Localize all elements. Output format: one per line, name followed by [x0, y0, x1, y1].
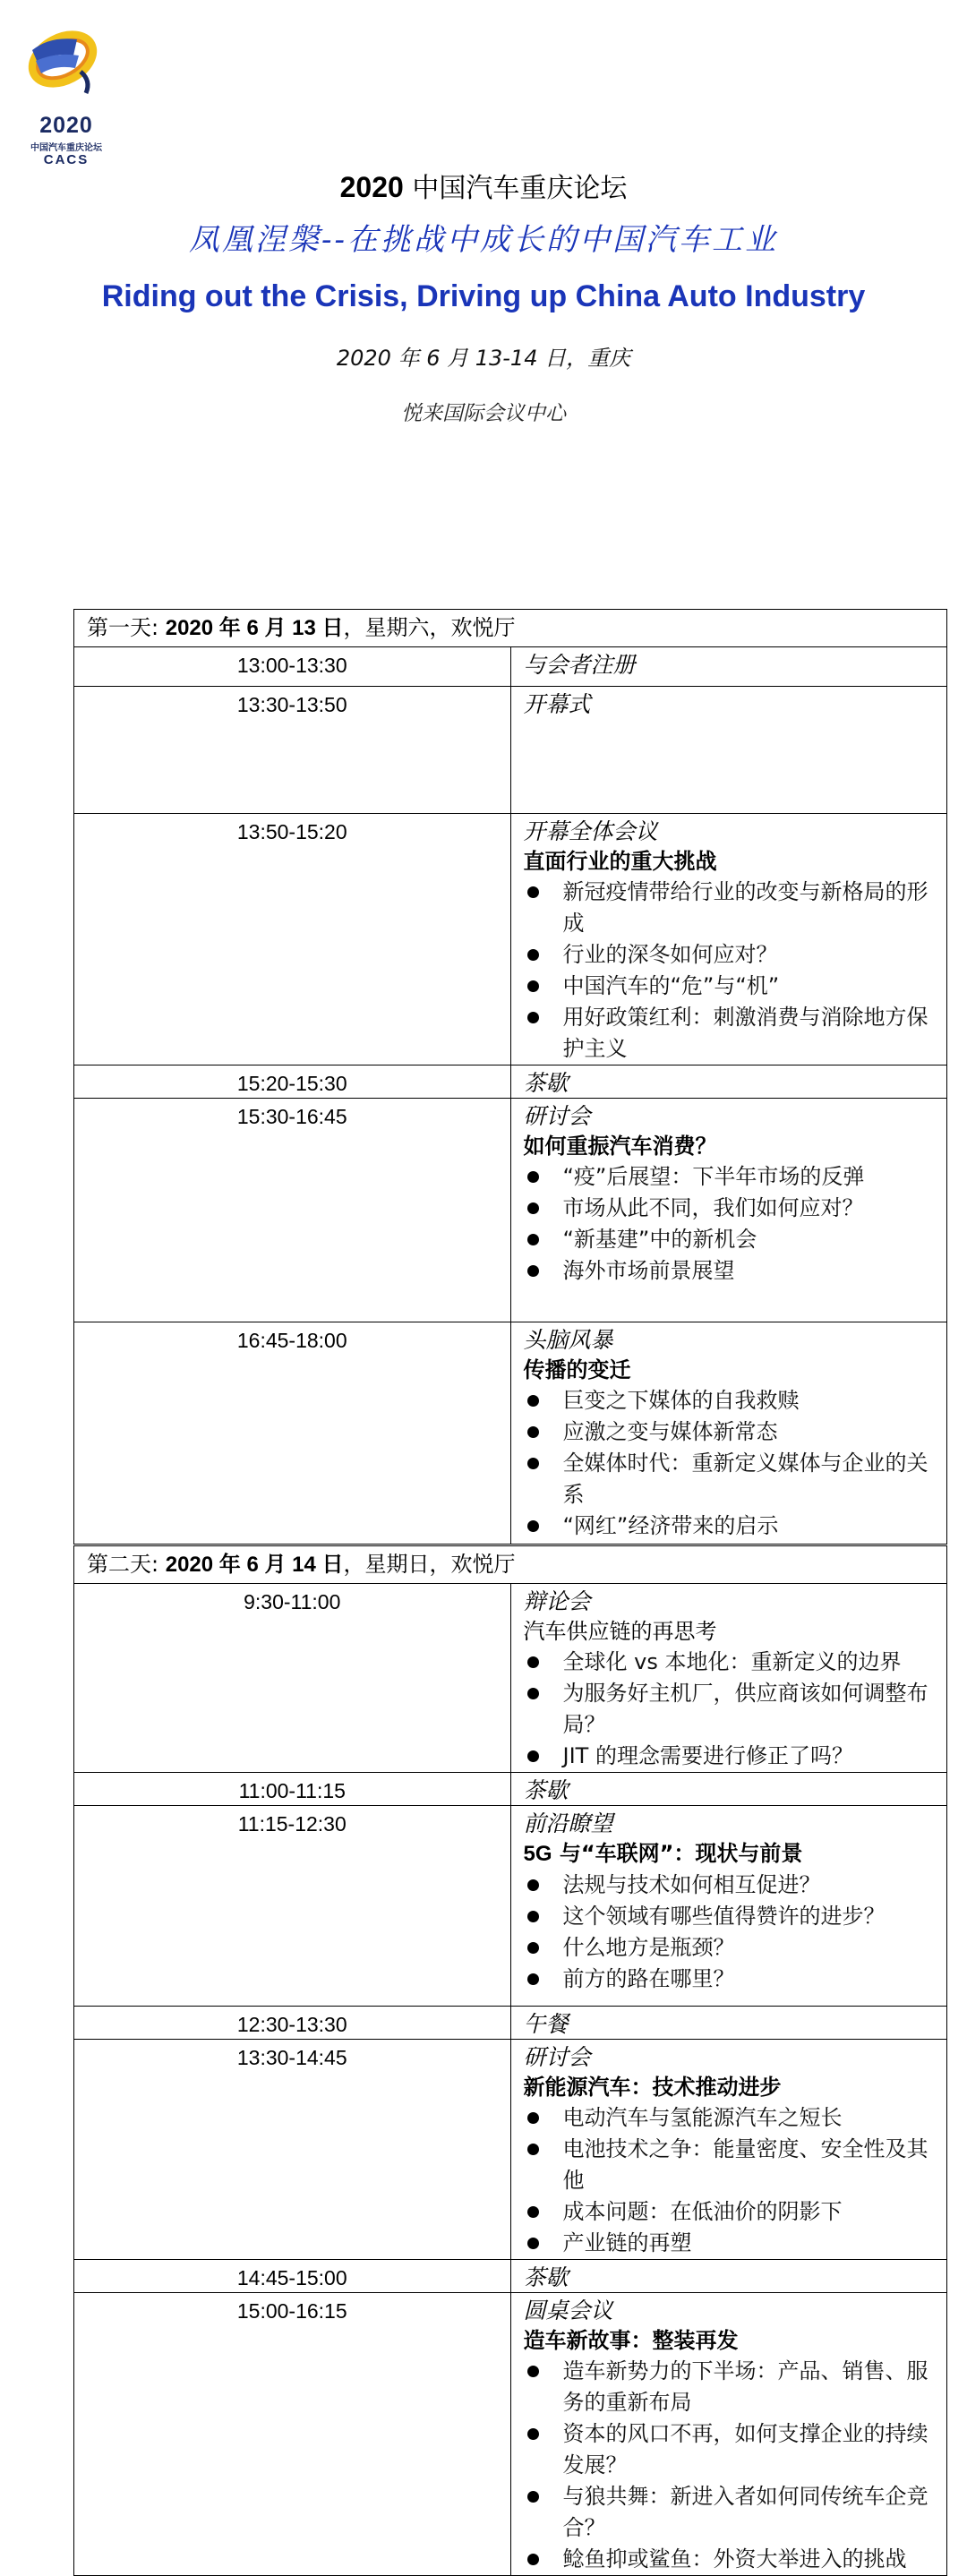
session-topic: 如何重振汽车消费？: [523, 1134, 717, 1159]
title-year: 2020: [339, 171, 404, 203]
list-item: 电池技术之争：能量密度、安全性及其他: [524, 2134, 935, 2196]
table-row: [74, 2260, 947, 2293]
page-header: [0, 167, 967, 428]
session-time: 15:30-16:45: [74, 1099, 511, 1322]
session-points: [524, 1647, 935, 1772]
list-item: 电动汽车与氢能源汽车之短长: [524, 2102, 935, 2134]
session-content: [510, 1806, 947, 2007]
list-item: 新冠疫情带给行业的改变与新格局的形成: [524, 877, 935, 939]
session-topic: 造车新故事：整装再发: [523, 2328, 739, 2353]
table-row: [74, 687, 947, 814]
session-content: [510, 687, 947, 814]
session-type: 头脑风暴: [523, 1327, 613, 1353]
session-points: [524, 1161, 935, 1287]
subtitle-chinese: 凤凰涅槃--在挑战中成长的中国汽车工业: [189, 222, 778, 258]
table-row: [74, 2293, 947, 2576]
logo-emblem-icon: [23, 16, 109, 106]
table-row: [74, 2007, 947, 2040]
list-item: “疫”后展望：下半年市场的反弹: [524, 1161, 935, 1193]
session-type: 与会者注册: [523, 652, 636, 678]
session-points: [524, 2102, 935, 2259]
session-time: 13:30-14:45: [74, 2040, 511, 2260]
session-topic: 新能源汽车：技术推动进步: [523, 2075, 782, 2100]
list-item: “新基建”中的新机会: [524, 1224, 935, 1255]
list-item: 海外市场前景展望: [524, 1255, 935, 1287]
list-item: “网红”经济带来的启示: [524, 1511, 935, 1542]
list-item: 全球化 vs 本地化：重新定义的边界: [524, 1647, 935, 1678]
day-date: 2020 年 6 月 14 日: [165, 1553, 344, 1577]
session-points: [524, 1870, 935, 1995]
session-type: 圆桌会议: [523, 2298, 613, 2324]
session-points: [524, 877, 935, 1065]
list-item: 前方的路在哪里？: [524, 1964, 935, 1995]
session-time: 15:20-15:30: [74, 1065, 511, 1099]
session-type: 前沿瞭望: [523, 1810, 613, 1836]
session-content: [510, 814, 947, 1065]
session-type: 午餐: [523, 2011, 569, 2037]
session-content: [510, 2007, 947, 2040]
list-item: 什么地方是瓶颈？: [524, 1932, 935, 1964]
session-time: 14:45-15:00: [74, 2260, 511, 2293]
session-time: 13:30-13:50: [74, 687, 511, 814]
forum-logo: [16, 16, 115, 167]
session-topic: 传播的变迁: [523, 1357, 631, 1382]
day-date: 2020 年 6 月 13 日: [165, 616, 344, 640]
day-header: [74, 1546, 947, 1584]
session-type: 研讨会: [523, 2044, 591, 2070]
list-item: JIT 的理念需要进行修正了吗？: [524, 1741, 935, 1772]
day-header-row: [74, 610, 947, 647]
session-time: 15:00-16:15: [74, 2293, 511, 2576]
session-topic: [524, 1838, 935, 1870]
table-row: [74, 2040, 947, 2260]
table-row: [74, 1065, 947, 1099]
title-name: 中国汽车重庆论坛: [412, 173, 628, 204]
session-content: [510, 1773, 947, 1806]
list-item: 这个领域有哪些值得赞许的进步？: [524, 1901, 935, 1932]
session-content: [510, 1099, 947, 1322]
session-content: [510, 2293, 947, 2576]
table-row: [74, 1322, 947, 1545]
session-content: [510, 1065, 947, 1099]
day-header-row: [74, 1546, 947, 1584]
session-content: [510, 2040, 947, 2260]
table-row: [74, 1584, 947, 1773]
list-item: 造车新势力的下半场：产品、销售、服务的重新布局: [524, 2356, 935, 2418]
list-item: 应激之变与媒体新常态: [524, 1416, 935, 1448]
session-time: 13:50-15:20: [74, 814, 511, 1065]
session-type: 茶歇: [523, 1070, 569, 1096]
event-venue: 悦来国际会议中心: [401, 402, 566, 425]
session-content: [510, 647, 947, 687]
table-row: [74, 1099, 947, 1322]
logo-forum-name: 中国汽车重庆论坛: [30, 143, 102, 153]
list-item: 市场从此不同，我们如何应对？: [524, 1193, 935, 1224]
day-label: 第一天:: [87, 615, 166, 640]
list-item: 全媒体时代：重新定义媒体与企业的关系: [524, 1448, 935, 1511]
list-item: 法规与技术如何相互促进？: [524, 1870, 935, 1901]
table-row: [74, 814, 947, 1065]
session-points: [524, 1385, 935, 1542]
day-two-schedule-table: [73, 1545, 947, 2576]
session-time: 11:00-11:15: [74, 1773, 511, 1806]
session-type: 开幕式: [523, 691, 591, 717]
session-type: 开幕全体会议: [523, 818, 658, 844]
session-type: 研讨会: [523, 1103, 591, 1129]
topic-5g: 5G: [523, 1842, 552, 1866]
day-info: ，星期六，欢悦厅: [343, 615, 516, 640]
topic-text: 与“车联网”：现状与前景: [559, 1841, 803, 1866]
session-time: 11:15-12:30: [74, 1806, 511, 2007]
list-item: 为服务好主机厂，供应商该如何调整布局？: [524, 1678, 935, 1741]
session-topic: 直面行业的重大挑战: [523, 849, 717, 874]
table-row: [74, 1773, 947, 1806]
table-row: [74, 647, 947, 687]
session-content: [510, 2260, 947, 2293]
page-title: [0, 167, 967, 210]
list-item: 与狼共舞：新进入者如何同传统车企竞合？: [524, 2481, 935, 2544]
list-item: 产业链的再塑: [524, 2228, 935, 2259]
list-item: 成本问题：在低油价的阴影下: [524, 2196, 935, 2228]
list-item: 行业的深冬如何应对？: [524, 939, 935, 971]
list-item: 用好政策红利：刺激消费与消除地方保护主义: [524, 1002, 935, 1065]
session-time: 16:45-18:00: [74, 1322, 511, 1545]
logo-year: 2020: [39, 113, 93, 138]
session-time: 12:30-13:30: [74, 2007, 511, 2040]
session-time: 13:00-13:30: [74, 647, 511, 687]
session-topic: 汽车供应链的再思考: [523, 1619, 717, 1644]
event-date: 2020 年 6 月 13-14 日，重庆: [336, 346, 631, 371]
list-item: 鲶鱼抑或鲨鱼：外资大举进入的挑战: [524, 2544, 935, 2575]
session-type: 辩论会: [523, 1588, 591, 1614]
list-item: 巨变之下媒体的自我救赎: [524, 1385, 935, 1416]
session-type: 茶歇: [523, 1777, 569, 1803]
logo-abbr: CACS: [43, 152, 90, 167]
list-item: 资本的风口不再，如何支撑企业的持续发展？: [524, 2418, 935, 2481]
day-label: 第二天:: [87, 1552, 166, 1577]
session-points: [524, 2356, 935, 2575]
session-time: 9:30-11:00: [74, 1584, 511, 1773]
session-content: [510, 1584, 947, 1773]
table-row: [74, 1806, 947, 2007]
subtitle-english: Riding out the Crisis, Driving up China Auto Industry: [101, 279, 866, 313]
session-type: 茶歇: [523, 2264, 569, 2290]
day-header: [74, 610, 947, 647]
session-content: [510, 1322, 947, 1545]
day-one-schedule-table: [73, 609, 947, 1545]
day-info: ，星期日，欢悦厅: [343, 1552, 516, 1577]
list-item: 中国汽车的“危”与“机”: [524, 971, 935, 1002]
